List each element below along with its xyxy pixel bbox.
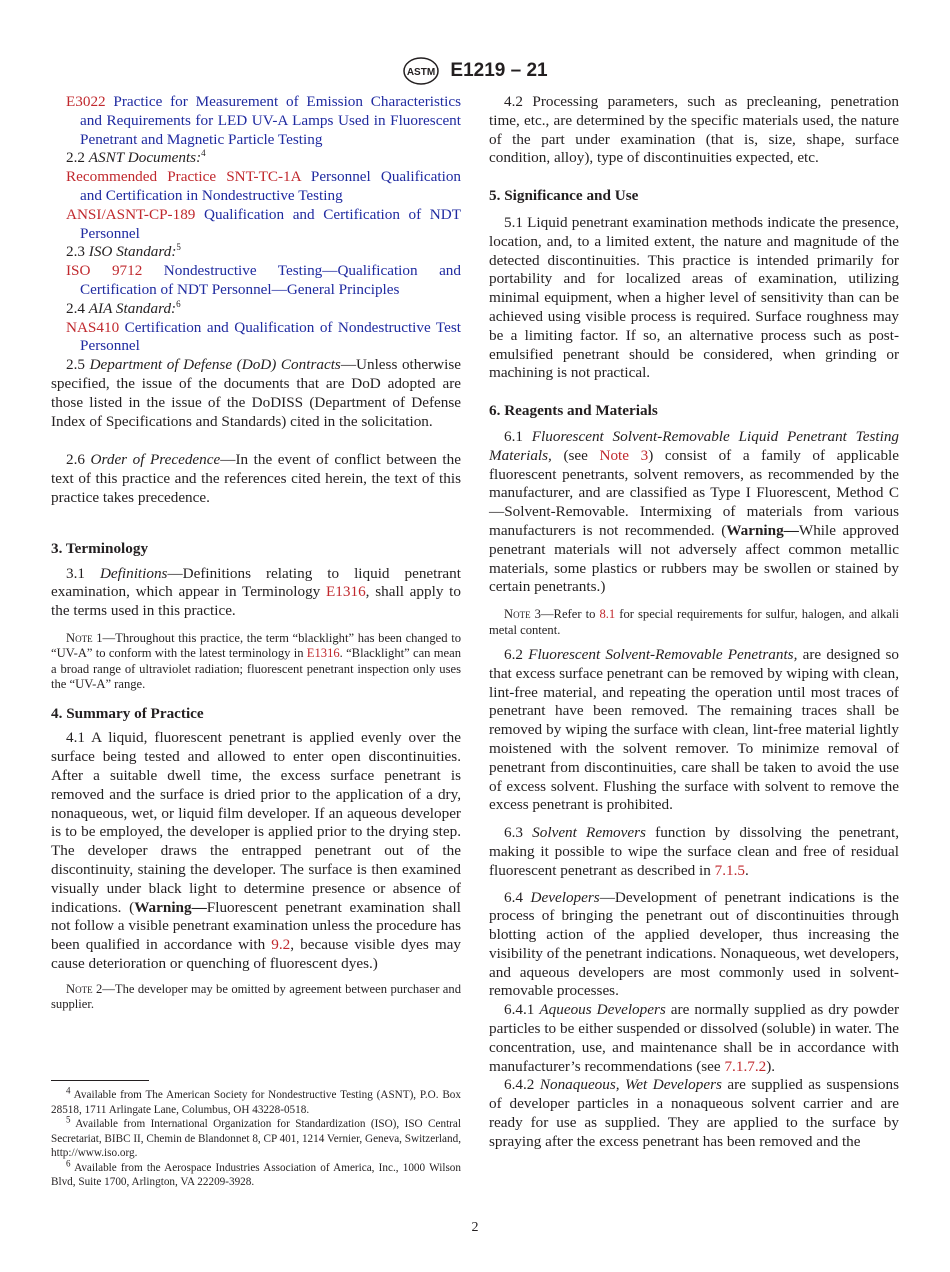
text-run: Order of Precedence — [90, 451, 221, 469]
text-run: Nonaqueous, Wet Developers — [539, 1076, 722, 1094]
text-run: 5.1 Liquid penetrant examination methods indicate the presence, location, and, to a limited extent, the nature and magnitude of the detected discontinuities. This practice is intended primarily for portability and for localized areas of examination, utilizing minimal equipment, when a higher level of sensitivity than can be achieved using visible process is required. Surface roughness may be a limiting factor. If so, an alternative process such as post-emulsified penetrant should be considered, when grinding or machining is not practical. — [489, 213, 899, 382]
text-run: Warning— — [134, 898, 207, 916]
reference-link[interactable]: E1316 — [306, 646, 340, 661]
text-run: 2.2 — [66, 149, 89, 167]
paragraph — [51, 149, 461, 168]
reference-link[interactable]: 9.2 — [271, 936, 291, 954]
paragraph — [51, 565, 461, 621]
text-run: 4.2 Processing parameters, such as precleaning, penetration time, etc., are determined by the specific materials used, the nature of the part under examination (that is, size, shape, surface condition, alloy), type of discontinuities expected, etc. — [489, 93, 899, 167]
text-run: 2.3 — [66, 243, 89, 261]
reference-link[interactable]: Certification and Qualification of Nondestructive Test Personnel — [80, 318, 461, 355]
footnote-divider — [51, 1080, 149, 1081]
standard-designation: E1219 – 21 — [450, 60, 548, 81]
reference-link[interactable]: Note 3 — [599, 446, 649, 464]
footnote-marker: 4 — [66, 1085, 71, 1096]
text-run: Note — [504, 607, 531, 622]
reference-link[interactable]: ANSI/ASNT-CP-189 — [66, 205, 196, 223]
reference-item — [51, 262, 461, 300]
reference-link[interactable]: E1316 — [326, 583, 366, 601]
text-run: for special requirements for sulfur, halogen, and alkali metal content. — [489, 607, 899, 637]
paragraph — [51, 300, 461, 319]
text-run: Available from the Aerospace Industries Association of America, Inc., 1000 Wilson Blvd, Suite 1700, Arlington, VA 22209-3928. — [51, 1161, 461, 1188]
text-run: 6.4.2 — [504, 1076, 540, 1094]
text-run: ISO Standard: — [88, 243, 177, 261]
paragraph — [489, 824, 899, 880]
footnote-marker: 5 — [176, 242, 181, 253]
text-run: AIA Standard: — [88, 299, 177, 317]
text-run: 4.1 A liquid, fluorescent penetrant is applied evenly over the surface being tested and allowed to enter open discontinuities. After a suitable dwell time, the excess surface penetrant is removed and the surface is dried prior to the application of a dry, nonaqueous, wet, or liquid film developer. If an aqueous developer is to be employed, the developer is applied prior to the drying step. The developer draws the entrapped penetrant out of the discontinuity, staining the developer. The surface is then examined visually under black light to determine presence or absence of indications. ( — [51, 729, 461, 916]
paragraph — [51, 451, 461, 507]
reference-item — [51, 93, 461, 149]
paragraph — [489, 1076, 899, 1151]
text-run: Warning— — [726, 521, 799, 539]
note — [51, 631, 461, 693]
note — [51, 982, 461, 1013]
paragraph — [51, 1157, 461, 1190]
text-run: 2—The developer may be omitted by agreement between purchaser and supplier. — [51, 981, 461, 1012]
reference-link[interactable]: E3022 — [66, 93, 106, 110]
text-run: Definitions — [99, 564, 168, 582]
text-run: —In the event of conflict between the text of this practice and the references cited herein, the text of this practice takes precedence. — [51, 451, 461, 506]
text-run: —Definitions relating to liquid penetrant examination, which appear in Terminology — [51, 564, 461, 601]
reference-link[interactable]: Recommended Practice SNT-TC-1A — [66, 168, 301, 186]
paragraph — [51, 1114, 461, 1161]
text-run: ). — [766, 1057, 776, 1075]
paragraph — [51, 1085, 461, 1117]
text-run: Fluorescent Solvent-Removable Penetrants, — [528, 645, 798, 663]
text-run: Developers — [530, 888, 600, 906]
text-run: Solvent Removers — [532, 824, 646, 842]
right-column — [489, 93, 899, 1152]
text-run: function by dissolving the penetrant, making it possible to wipe the surface clean and free of residual fluorescent penetrant as described in — [489, 824, 899, 879]
text-run: Aqueous Developers — [539, 1001, 666, 1019]
section-heading — [51, 540, 461, 559]
text-run: While approved penetrant materials will not adversely affect common metallic materials, some plastics or rubbers may be swollen or stained by certain penetrants.) — [489, 521, 899, 596]
text-run: ASNT Documents: — [88, 149, 202, 167]
text-run: are supplied as suspensions of developer particles in a nonaqueous solvent carrier and are ready for use as supplied. They are applied to the surface by spraying after the excess penetrant has been removed and the — [489, 1076, 899, 1150]
text-run: 3—Refer to — [530, 607, 600, 622]
text-run: 6.3 — [504, 824, 533, 842]
section-heading — [51, 705, 461, 724]
section-heading — [489, 402, 899, 421]
text-run: 6.1 — [504, 427, 532, 445]
reference-item — [51, 168, 461, 206]
page-number: 2 — [471, 1220, 479, 1235]
text-run: . “Blacklight” can mean a broad range of ultraviolet radiation; fluorescent penetrant inspection only uses the “UV-A” range. — [51, 646, 462, 692]
note — [489, 607, 899, 638]
text-run: 4. Summary of Practice — [51, 704, 204, 722]
reference-item — [51, 206, 461, 244]
reference-link[interactable]: Personnel Qualification and Certification in Nondestructive Testing — [80, 168, 462, 204]
paragraph — [489, 646, 899, 815]
text-run: —Unless otherwise specified, the issue of the documents that are DoD adopted are those listed in the issue of the DoDISS (Department of Defense Index of Specifications and Standards) cited in the solicitation. — [51, 356, 462, 430]
text-run: Department of Defense (DoD) Contracts — [89, 356, 341, 374]
text-run: 6.4.1 — [504, 1001, 540, 1019]
section-heading — [489, 187, 899, 206]
text-run: —Development of penetrant indications is the process of bringing the penetrant out of discontinuities through blotting action of the applied developer, thus increasing the visibility of the penetrant indications. Nonaqueous, wet developers, and aqueous developers are most commonly used in solvent-removable processes. — [489, 888, 899, 1000]
text-run: ) consist of a family of applicable fluorescent penetrants, solvent removers, as recommended by the manufacturer, and are classified as Type I Fluorescent, Method C—Solvent-Removable. Intermixing of materials from various manufacturers is not recommended. ( — [489, 446, 900, 539]
svg-text:ASTM: ASTM — [407, 67, 436, 78]
text-run: . — [745, 861, 749, 879]
text-run: Fluorescent penetrant examination shall not follow a visible penetrant examination unless the procedure has been qualified in accordance with — [51, 898, 461, 954]
text-run: 6.2 — [504, 645, 529, 663]
text-run: 2.5 — [66, 356, 90, 374]
text-run: 1—Throughout this practice, the term “blacklight” has been changed to “UV-A” to conform with the latest terminology in — [51, 630, 461, 661]
reference-link[interactable]: 7.1.7.2 — [724, 1057, 767, 1075]
text-run: 6. Reagents and Materials — [489, 402, 658, 420]
page-header — [0, 56, 950, 86]
reference-link[interactable]: ISO 9712 — [66, 262, 143, 280]
astm-logo-icon — [402, 56, 440, 86]
footnote-marker: 6 — [66, 1157, 71, 1168]
text-run: (see — [551, 446, 600, 464]
paragraph — [489, 214, 899, 383]
text-run: 3.1 — [66, 564, 100, 582]
text-run: are designed so that excess surface penetrant can be removed by wiping with clean, lint-free material, and repeating the operation until most traces of penetrant have been removed. The remaining traces shall be removed by wiping the surface with clean, lint-free material lightly moistened with the solvent remover. To minimize removal of penetrant from discontinuities, care shall be taken to avoid the use of excess solvent. Flushing the surface with solvent to remove the excess penetrant is prohibited. — [489, 645, 900, 814]
text-run: 5. Significance and Use — [489, 187, 639, 205]
paragraph — [51, 729, 461, 973]
text-run: 3. Terminology — [51, 539, 149, 557]
footnote-marker: 5 — [66, 1114, 71, 1125]
text-run: , because visible dyes may cause deterioration or quenching of fluorescent dyes.) — [51, 936, 462, 972]
paragraph — [489, 428, 899, 597]
reference-item — [51, 319, 461, 357]
paragraph — [51, 243, 461, 262]
text-run: 2.4 — [66, 299, 89, 317]
text-run: Note — [66, 630, 93, 645]
paragraph — [489, 1001, 899, 1076]
footnotes — [51, 1085, 461, 1190]
paragraph — [489, 93, 899, 168]
text-run: Note — [66, 981, 93, 996]
text-run: , shall apply to the terms used in this practice. — [51, 583, 461, 620]
paragraph — [489, 889, 899, 1002]
footnote-marker: 6 — [176, 298, 181, 309]
text-run: 2.6 — [66, 451, 91, 469]
reference-link[interactable]: Practice for Measurement of Emission Characteristics and Requirements for LED UV-A Lamps Used in Fluorescent Penetrant and Magnetic Particle Testing — [80, 93, 461, 148]
left-column — [51, 93, 461, 1013]
text-run: 6.4 — [504, 888, 531, 906]
text-run: are normally supplied as dry powder particles to be either suspended or dissolved (soluble) in water. The concentration, use, and maintenance shall be in accordance with manufacturer’s recommendations (see — [489, 1001, 899, 1075]
paragraph — [51, 356, 461, 431]
footnote-marker: 4 — [201, 148, 206, 159]
reference-link[interactable]: 8.1 — [599, 607, 616, 622]
text-run: Available from The American Society for Nondestructive Testing (ASNT), P.O. Box 28518, 1711 Arlingate Lane, Columbus, OH 43228-0518. — [51, 1089, 461, 1116]
reference-link[interactable]: NAS410 — [66, 318, 120, 336]
reference-link[interactable]: Nondestructive Testing—Qualification and Certification of NDT Personnel—General Principles — [80, 262, 461, 298]
text-run: Available from International Organization for Standardization (ISO), ISO Central Secretariat, BIBC II, Chemin de Blandonnet 8, CP 401, 1214 Vernier, Geneva, Switzerland, http://www.iso.org. — [51, 1118, 461, 1159]
reference-link[interactable]: 7.1.5 — [714, 861, 745, 879]
text-run: Fluorescent Solvent-Removable Liquid Penetrant Testing Materials, — [489, 427, 900, 464]
reference-link[interactable]: Qualification and Certification of NDT Personnel — [80, 205, 461, 242]
